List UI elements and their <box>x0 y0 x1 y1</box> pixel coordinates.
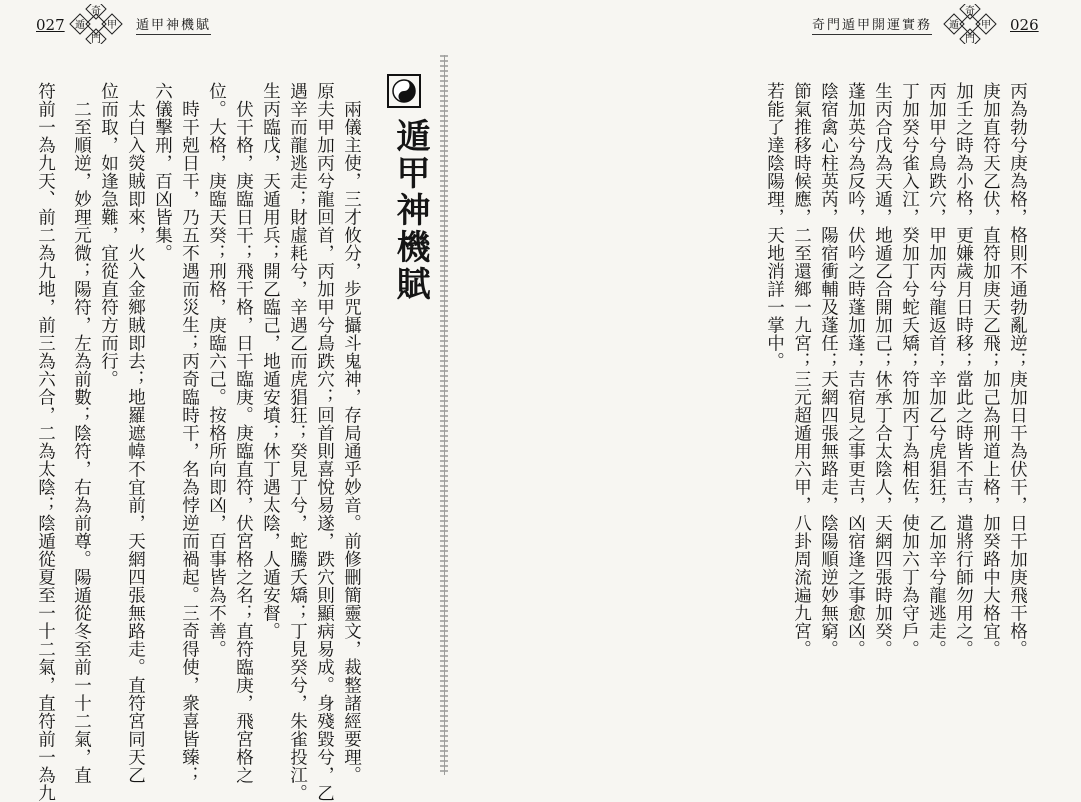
text-column: 兩儀主使，三才攸分，步咒攝斗鬼神，存局通乎妙音。前修刪簡靈文，裁整諸經要理。 <box>341 100 362 784</box>
right-page-number: 026 <box>1010 16 1039 34</box>
text-column: 伏干格，庚臨日干；飛干格，日干臨庚。庚臨直符，伏宮格之名；直符臨庚，飛宮格之 <box>233 100 254 784</box>
qimen-logo-left <box>64 4 128 44</box>
right-page-body <box>540 70 1081 780</box>
logo-char-left: 遁 <box>949 20 959 31</box>
text-column: 蓬加英兮為反吟，伏吟之時蓬加蓬；吉宿見之事更吉，凶宿逢之事愈凶。 <box>845 82 866 658</box>
logo-char-left: 遁 <box>75 20 85 31</box>
left-running-title: 遁甲神機賦 <box>136 14 211 35</box>
logo-char-right: 甲 <box>107 20 117 31</box>
right-page-header <box>540 4 1081 46</box>
text-column: 節氣推移時候應，二至還鄉一九宮；三元超遁用六甲，八卦周流遍九宮。 <box>791 82 812 658</box>
text-column: 位而取，如逢急難，宜從直符方而行。 <box>98 82 119 388</box>
text-column: 丁加癸兮雀入江，癸加丁兮蛇夭矯；符加丙丁為相佐，使加六丁為守戶。 <box>899 82 920 658</box>
logo-char-bottom: 門 <box>965 34 975 44</box>
left-page-header <box>0 4 540 46</box>
page-gutter-divider <box>440 55 448 775</box>
text-column: 陰宿禽心柱英芮，陽宿衝輔及蓬任；天網四張無路走，陰陽順逆妙無窮。 <box>818 82 839 658</box>
text-column: 時干剋日干，乃五不遇而災生；丙奇臨時干，名為悖逆而禍起。三奇得使，衆喜皆臻； <box>179 100 200 784</box>
right-running-title: 奇門遁甲開運實務 <box>812 14 932 35</box>
text-column: 原夫甲加丙兮龍回首，丙加甲兮鳥跌穴；回首則喜悅易遂，跌穴則顯病易成。身殘毀兮，乙 <box>314 82 335 802</box>
left-page-body <box>0 70 440 802</box>
text-column: 符前一為九天、前二為九地，前三為六合，二為太陰；陰遁從夏至一十二氣，直符前一為九 <box>35 82 56 802</box>
section-heading: 遁甲神機賦 <box>390 118 430 303</box>
text-column: 丙加甲兮鳥跌穴，甲加丙兮龍返首；辛加乙兮虎猖狂，乙加辛兮龍逃走。 <box>926 82 947 658</box>
qimen-logo-right <box>938 4 1002 44</box>
logo-char-bottom: 門 <box>91 34 101 44</box>
text-column: 二至順逆，妙理元微；陽符，左為前數；陰符，右為前尊。陽遁從冬至前一十二氣，直 <box>71 100 92 784</box>
text-column: 若能了達陰陽理，天地消詳一掌中。 <box>764 82 785 370</box>
text-column: 加壬之時為小格，更嫌歲月日時移；當此之時皆不吉，遣將行師勿用之。 <box>953 82 974 658</box>
text-column: 太白入熒賊即來，火入金鄉賊即去；地羅遮幃不宜前，天網四張無路走。直符宮同天乙 <box>125 100 146 784</box>
text-column: 位。大格，庚臨天癸；刑格，庚臨六己。按格所向即凶，百事皆為不善。 <box>206 82 227 658</box>
left-page-number: 027 <box>36 16 65 34</box>
logo-char-top: 奇 <box>965 6 975 17</box>
text-column: 遇辛而龍逃走；財虛耗兮，辛遇乙而虎猖狂；癸見丁兮，蛇騰夭矯；丁見癸兮，朱雀投江。 <box>287 82 308 802</box>
text-column: 六儀擊刑，百凶皆集。 <box>152 82 173 262</box>
logo-char-top: 奇 <box>91 6 101 17</box>
text-column: 生丙合戊為天遁，地遁乙合開加己；休承丁合太陰人，天網四張時加癸。 <box>872 82 893 658</box>
logo-char-right: 甲 <box>981 20 991 31</box>
text-column: 丙為勃兮庚為格，格則不通勃亂逆；庚加日干為伏干，日干加庚飛干格。 <box>1007 82 1028 658</box>
text-column: 生丙臨戊，天遁用兵；開乙臨己，地遁安墳；休丁遇太陰，人遁安督。 <box>260 82 281 640</box>
text-column: 庚加直符天乙伏，直符加庚天乙飛；加己為刑道上格，加癸路中大格宜。 <box>980 82 1001 658</box>
